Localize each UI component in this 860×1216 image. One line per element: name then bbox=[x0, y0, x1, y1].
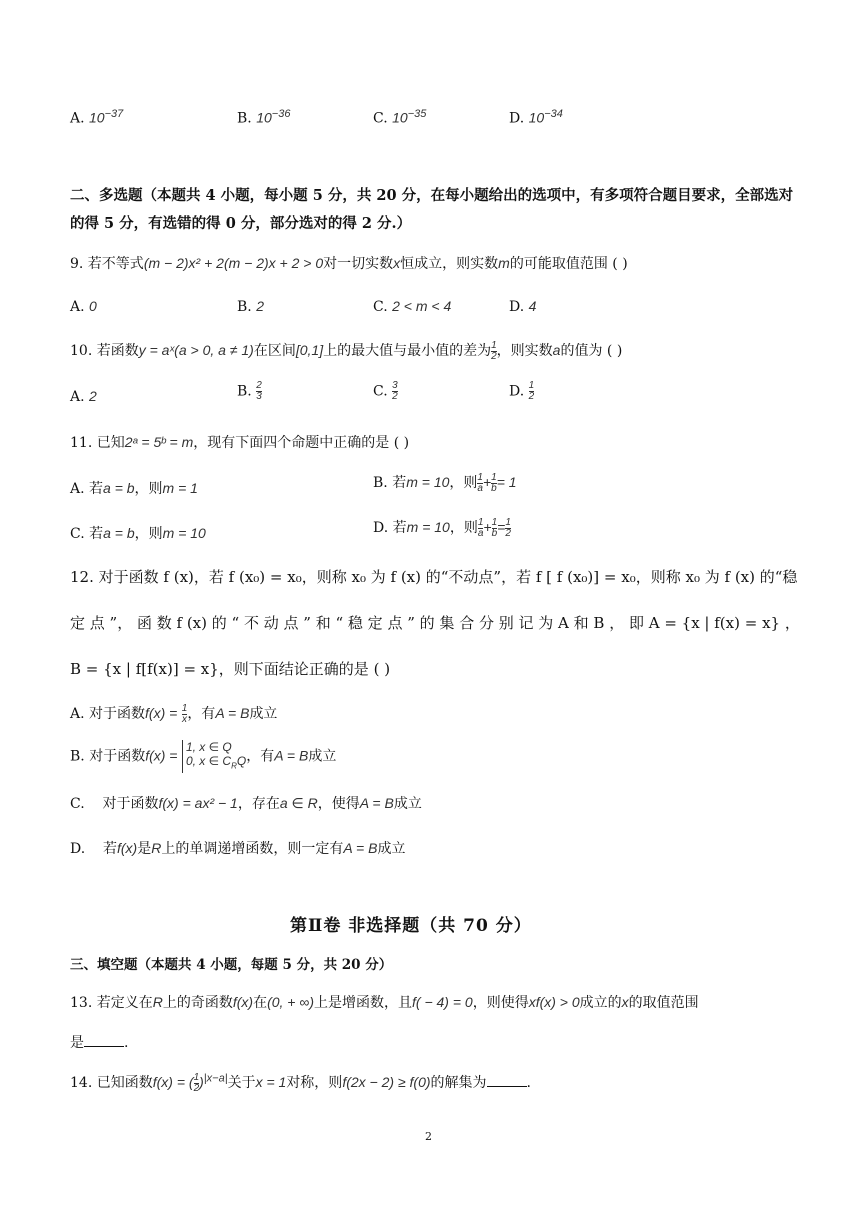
fraction: $\frac{2}{3}$ bbox=[256, 380, 262, 402]
q11-option-d: D. 若m = 10，则 $\frac{1}{a}$ + $\frac{1}{b}$ = $\frac{1}{2}$ bbox=[373, 516, 511, 539]
fraction: $\frac{1}{2}$ bbox=[528, 380, 535, 402]
fraction: $\frac{1}{2}$ bbox=[491, 339, 497, 362]
section3-title: 三、填空题（本题共 4 小题，每题 5 分，共 20 分） bbox=[70, 957, 393, 973]
q9-option-c: C. 2 < m < 4 bbox=[373, 298, 452, 315]
q13-line2: 是 . bbox=[70, 1032, 128, 1052]
q9-stem: 9. 若不等式(m − 2)x² + 2(m − 2)x + 2 > 0对一切实数x恒成立，则实数m的可能取值范围 ( ) bbox=[70, 255, 628, 272]
q11-stem: 11. 已知2ᵃ = 5ᵇ = m，现有下面四个命题中正确的是 ( ) bbox=[70, 434, 410, 451]
q8-option-b: B. $10^{-36}$ bbox=[237, 108, 291, 127]
q9-option-d: D. 4 bbox=[509, 298, 537, 315]
q10-option-a: A. 2 bbox=[70, 388, 97, 405]
fraction: $\frac{1}{x}$ bbox=[181, 702, 188, 725]
q11-option-c: C. 若a = b，则m = 10 bbox=[70, 525, 206, 542]
q10-option-c: C. $\frac{3}{2}$ bbox=[373, 380, 398, 402]
q12-line3: B = {x | f[f(x)] = x}，则下面结论正确的是 ( ) bbox=[70, 660, 391, 678]
q12-option-a: A. 对于函数f(x) = $\frac{1}{x}$ ，有A = B成立 bbox=[70, 702, 278, 725]
q10-option-d: D. $\frac{1}{2}$ bbox=[509, 380, 535, 402]
section2-title: 二、多选题（本题共 4 小题，每小题 5 分，共 20 分，在每小题给出的选项中，有多项符合题目要求，全部选对的得 5 分，有选错的得 0 分，部分选对的得 2 分.） bbox=[70, 187, 794, 232]
part2-title: 第Ⅱ卷 非选择题（共 70 分） bbox=[290, 916, 532, 936]
q9-option-b: B. 2 bbox=[237, 298, 264, 315]
page-number: 2 bbox=[425, 1130, 432, 1143]
q11-option-b: B. 若m = 10，则 $\frac{1}{a}$ + $\frac{1}{b}$ = 1 bbox=[373, 471, 517, 494]
fraction: $\frac{1}{b}$ bbox=[491, 516, 498, 539]
q8-option-a: A. $10^{-37}$ bbox=[70, 108, 124, 127]
q8-option-d: D. $10^{-34}$ bbox=[509, 108, 563, 127]
q10-stem: 10. 若函数y = aˣ(a > 0, a ≠ 1)在区间[0,1]上的最大值与最小值的差为 $\frac{1}{2}$ ，则实数a的值为 ( ) bbox=[70, 339, 623, 362]
q8-option-c: C. $10^{-35}$ bbox=[373, 108, 427, 127]
q11-option-a: A. 若a = b，则m = 1 bbox=[70, 480, 198, 497]
answer-blank[interactable] bbox=[84, 1032, 124, 1047]
q12-option-b: B. 对于函数f(x) = 1, x ∈ Q 0, x ∈ $C_RQ$ ，有A = B成立 bbox=[70, 740, 336, 773]
q10-option-b: B. $\frac{2}{3}$ bbox=[237, 380, 262, 402]
fraction: $\frac{1}{a}$ bbox=[477, 516, 484, 539]
fraction: $\frac{1}{a}$ bbox=[477, 471, 483, 494]
fraction: $\frac{1}{2}$ bbox=[505, 516, 511, 539]
piecewise: 1, x ∈ Q 0, x ∈ $C_RQ$ bbox=[182, 740, 246, 773]
q14-stem: 14. 已知函数f(x) = ( $\frac{1}{2}$ )$^{|x-a|}$关于x = 1对称，则f(2x − 2) ≥ f(0)的解集为 . bbox=[70, 1071, 531, 1094]
fraction: $\frac{1}{b}$ bbox=[491, 471, 497, 494]
q12-line1: 12. 对于函数 f (x)，若 f (x₀) = x₀，则称 x₀ 为 f (x) 的“不动点”，若 f [ f (x₀)] = x₀，则称 x₀ 为 f (x) 的“稳 bbox=[70, 568, 798, 586]
q12-option-c: C. 对于函数f(x) = ax² − 1，存在a ∈ R，使得A = B成立 bbox=[70, 795, 422, 812]
q13-line1: 13. 若定义在R上的奇函数f(x)在(0, + ∞)上是增函数，且f( − 4) = 0，则使得xf(x) > 0成立的x的取值范围 bbox=[70, 994, 699, 1011]
fraction: $\frac{1}{2}$ bbox=[193, 1071, 200, 1094]
fraction: $\frac{3}{2}$ bbox=[392, 380, 398, 402]
q12-option-d: D. 若f(x)是R上的单调递增函数，则一定有A = B成立 bbox=[70, 840, 406, 857]
answer-blank[interactable] bbox=[487, 1072, 527, 1087]
q9-option-a: A. 0 bbox=[70, 298, 97, 315]
q12-line2: 定 点 ”， 函 数 f (x) 的 “ 不 动 点 ” 和 “ 稳 定 点 ” 的 集 合 分 别 记 为 A 和 B ， 即 A = {x | f(x) = x} ， bbox=[70, 614, 800, 632]
